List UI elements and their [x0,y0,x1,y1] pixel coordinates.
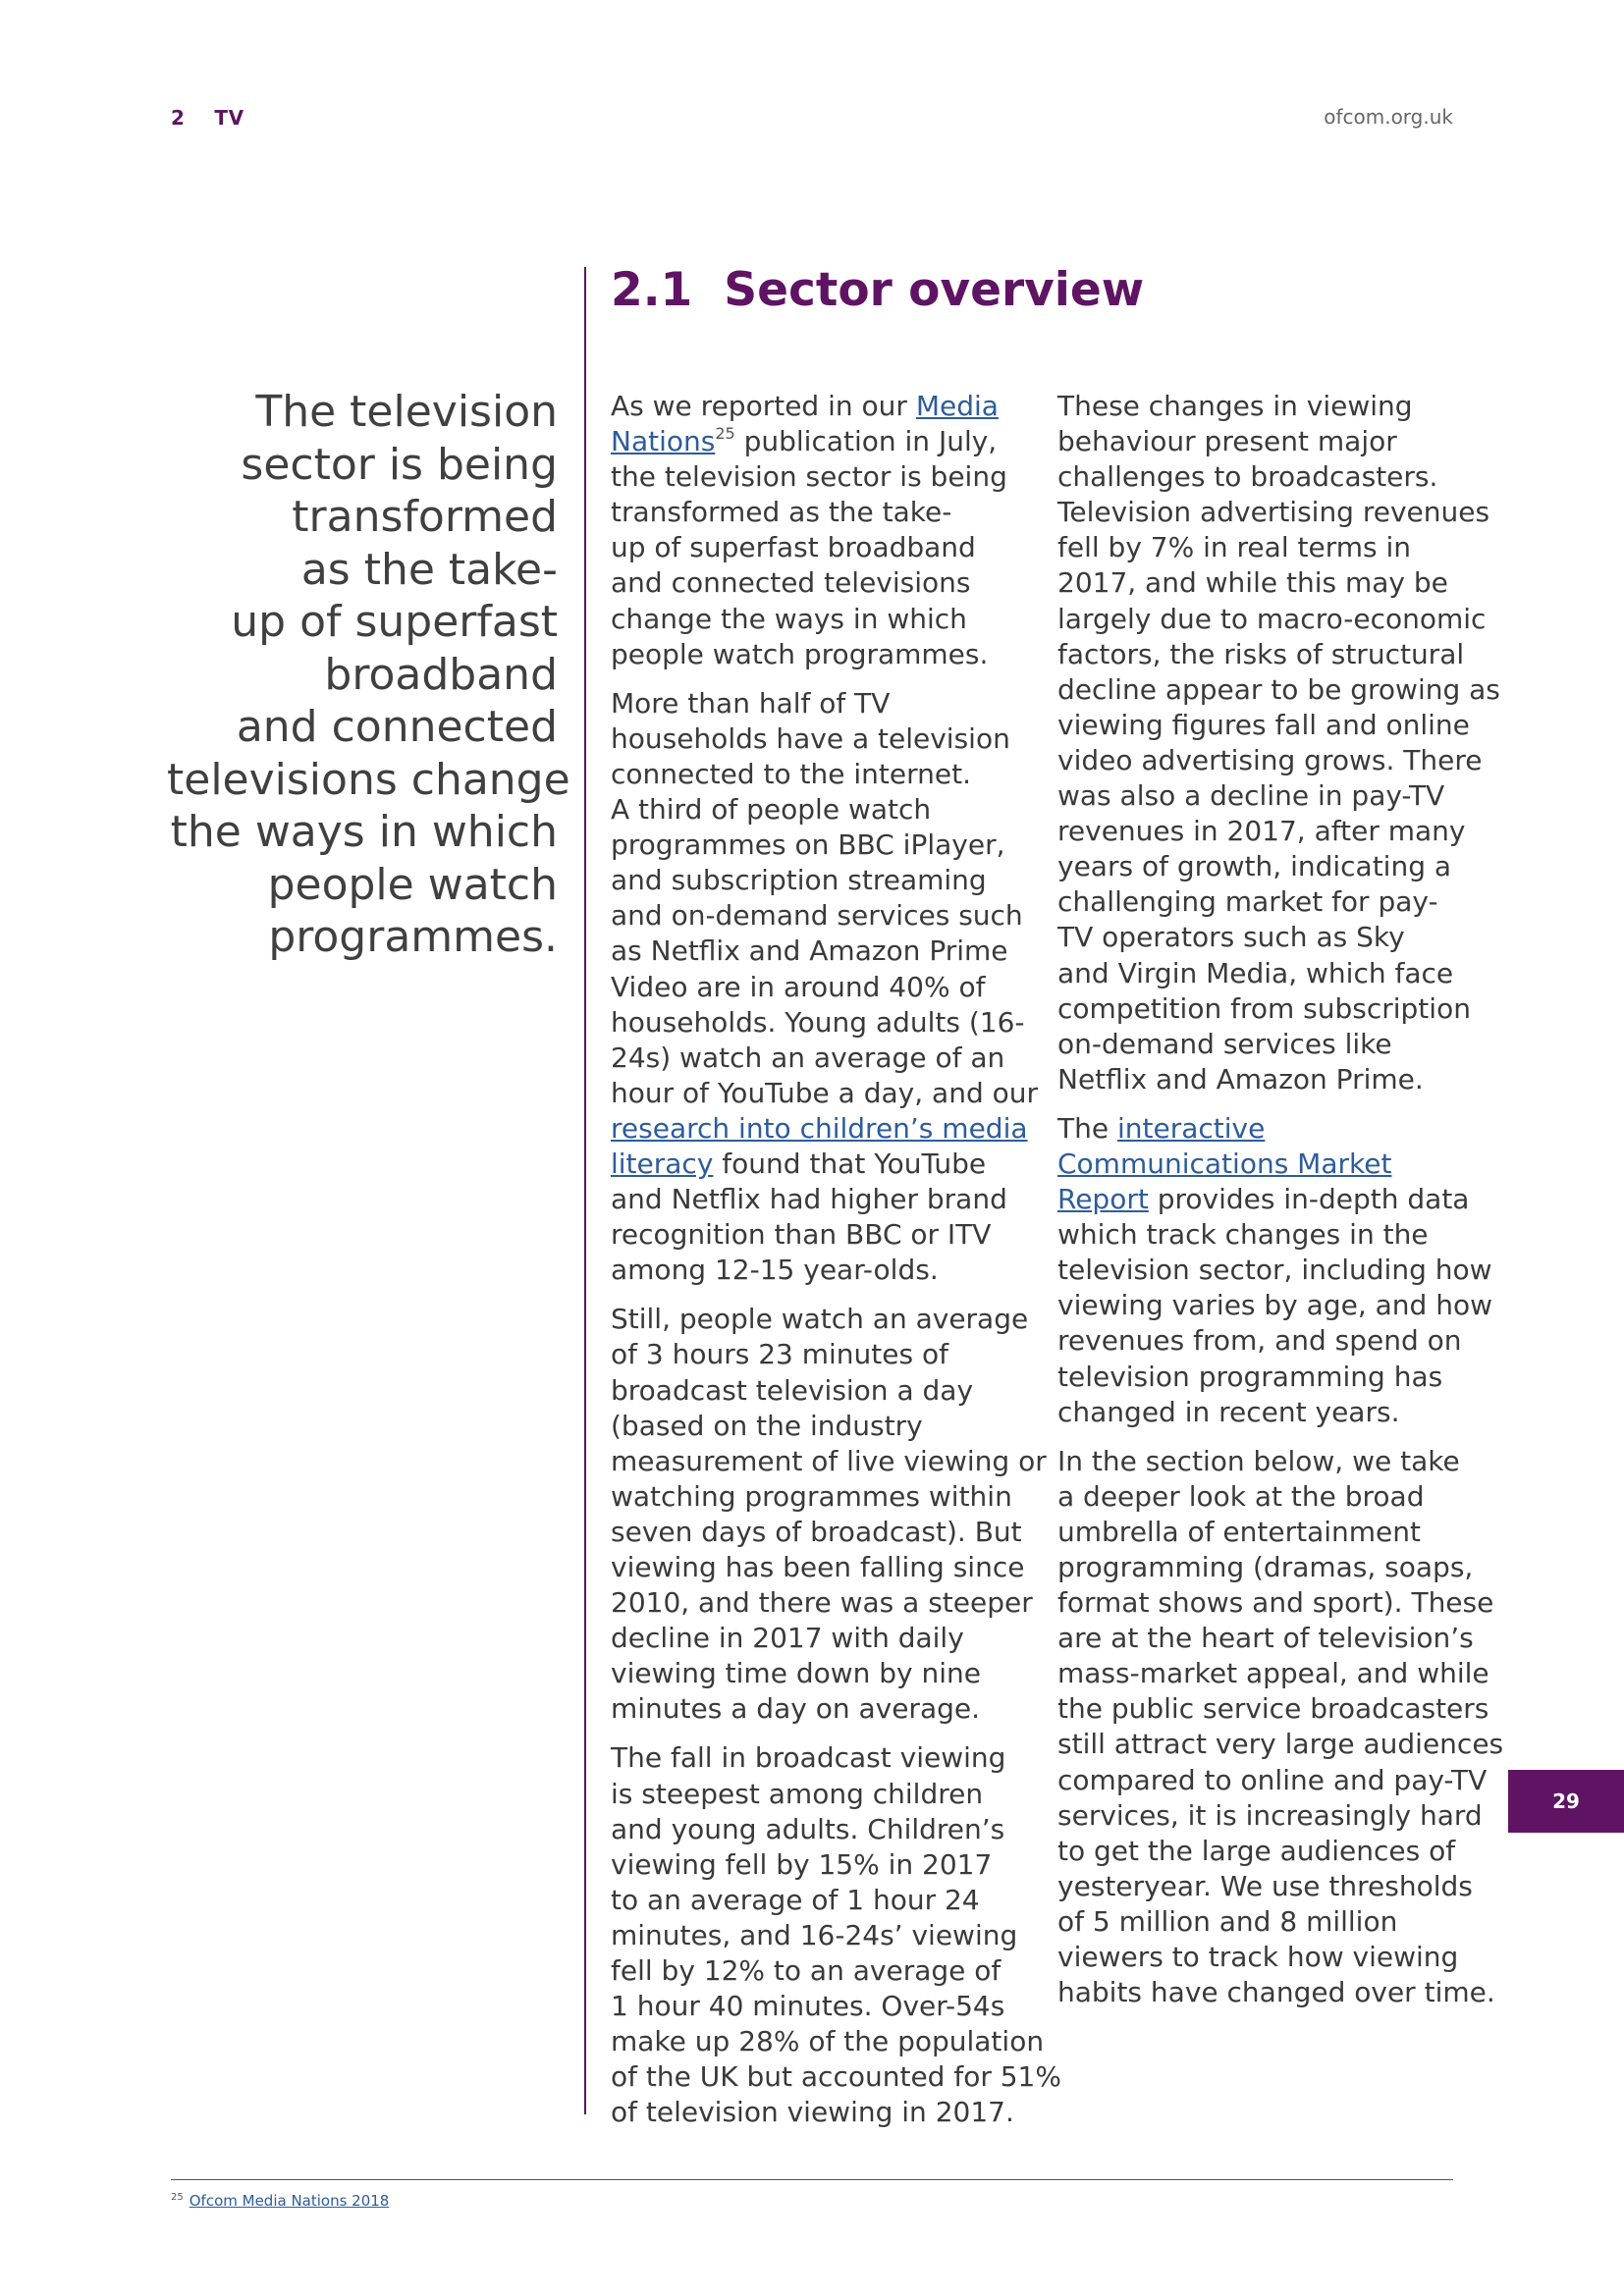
text-line: Video are in around 40% of [611,970,986,1003]
text-line: Television advertising revenues [1057,496,1490,529]
section-number: 2.1 [611,263,693,317]
text-line: people watch programmes. [611,637,989,670]
text-line: up of superfast broadband [611,531,976,564]
text-line: of the UK but accounted for 51% [611,2060,1061,2094]
text-line: challenges to broadcasters. [1057,460,1438,494]
vertical-divider [584,267,586,2114]
text-line [1057,1147,1503,1182]
text-line: is steepest among children [611,1777,984,1810]
pull-quote-line: up of superfast [231,597,558,647]
text-line: mass-market appeal, and while [1057,1657,1489,1690]
text-line: A third of people watch [611,793,932,827]
text-line: among 12-15 year-olds. [611,1254,939,1287]
text-line [611,1111,1061,1147]
footnote [171,2192,389,2210]
media-literacy-link[interactable]: literacy [611,1147,714,1180]
text-line: the television sector is being [611,460,1007,494]
text-line: are at the heart of television’s [1057,1622,1474,1655]
text-line: and young adults. Children’s [611,1812,1005,1845]
text-line: Netflix and Amazon Prime. [1057,1062,1424,1095]
text-line: broadcast television a day [611,1373,974,1407]
footnote-ref[interactable]: 25 [715,424,735,444]
text-line: viewing fell by 15% in 2017 [611,1847,993,1881]
text-line: a deeper look at the broad [1057,1479,1425,1513]
section-heading [611,263,1144,317]
chapter-number: 2 [171,106,186,130]
text-line: factors, the risks of structural [1057,637,1465,670]
text-line: viewing figures fall and online [1057,708,1470,741]
body-column-1 [611,389,1061,2145]
text-line: programming (dramas, soaps, [1057,1551,1474,1583]
text-line: 2010, and there was a steeper [611,1586,1033,1620]
pull-quote [167,386,570,964]
cmr-link[interactable]: Communications Market [1057,1147,1392,1180]
paragraph [1057,389,1503,1097]
text-line [1057,1182,1503,1217]
paragraph [611,686,1061,1289]
pull-quote-line: the ways in which [170,807,558,857]
footnote-divider [171,2179,1453,2180]
text-line: viewing has been falling since [611,1551,1025,1583]
text-line: The fall in broadcast viewing [611,1741,1006,1775]
text-line: revenues in 2017, after many [1057,815,1466,848]
text-line: Still, people watch an average [611,1303,1029,1336]
body-column-2 [1057,389,1503,2024]
text-line: More than half of TV [611,686,891,720]
text-line: minutes, and 16-24s’ viewing [611,1918,1018,1951]
text-line: TV operators such as Sky [1057,921,1405,954]
text-line: viewing time down by nine [611,1657,982,1690]
text-line: households. Young adults (16- [611,1005,1025,1039]
text-line: services, it is increasingly hard [1057,1798,1483,1832]
text-line: measurement of live viewing or [611,1444,1047,1477]
pull-quote-line: broadband [324,649,558,700]
text-line: and on-demand services such [611,899,1023,933]
text-line: In the section below, we take [1057,1444,1460,1477]
text-line: of television viewing in 2017. [611,2096,1014,2129]
text-run: As we reported in our [611,390,916,422]
chapter-title: TV [214,106,244,130]
text-run: found that YouTube [713,1147,987,1180]
text-line: decline appear to be growing as [1057,672,1500,706]
paragraph [611,389,1061,672]
text-line: viewers to track how viewing [1057,1941,1459,1974]
text-line: yesteryear. We use thresholds [1057,1869,1473,1902]
media-nations-link[interactable]: Media [915,390,999,422]
text-line: video advertising grows. There [1057,743,1483,776]
text-line: challenging market for pay- [1057,885,1438,919]
text-line: and Virgin Media, which face [1057,956,1454,989]
text-line: television sector, including how [1057,1254,1492,1287]
media-literacy-link[interactable]: research into children’s media [611,1111,1028,1145]
pull-quote-line: as the take- [300,544,558,595]
text-run: publication in July, [734,425,998,458]
text-line: and subscription streaming [611,864,987,897]
pull-quote-line: The television [255,387,558,437]
text-line [611,424,1061,459]
text-line: largely due to macro-economic [1057,602,1487,635]
text-line: change the ways in which [611,602,967,635]
text-line: 2017, and while this may be [1057,566,1448,600]
text-line [1057,1111,1503,1147]
text-line: 1 hour 40 minutes. Over-54s [611,1990,1005,2023]
footnote-link[interactable]: Ofcom Media Nations 2018 [189,2192,390,2210]
text-line: behaviour present major [1057,425,1397,458]
text-line: format shows and sport). These [1057,1586,1494,1620]
text-run: provides in-depth data [1148,1183,1470,1216]
text-line: fell by 7% in real terms in [1057,531,1412,564]
pull-quote-line: transformed [292,492,558,542]
text-line: watching programmes within [611,1479,1012,1513]
text-line: was also a decline in pay-TV [1057,779,1445,813]
text-line: of 5 million and 8 million [1057,1904,1398,1938]
section-title: Sector overview [724,263,1145,317]
text-line: changed in recent years. [1057,1395,1400,1428]
pull-quote-line: people watch [267,859,558,910]
pull-quote-line: sector is being [241,439,558,490]
text-line: habits have changed over time. [1057,1976,1495,2009]
text-line: transformed as the take- [611,496,952,529]
text-line [611,389,1061,424]
running-header [171,106,244,130]
text-line: television programming has [1057,1360,1443,1393]
text-line: and Netflix had higher brand [611,1183,1007,1216]
text-line: make up 28% of the population [611,2025,1045,2058]
text-line: competition from subscription [1057,991,1471,1025]
text-line: to an average of 1 hour 24 [611,1883,980,1916]
text-line: which track changes in the [1057,1218,1429,1252]
pull-quote-line: televisions change [167,754,570,805]
text-line: fell by 12% to an average of [611,1954,1001,1988]
text-line: as Netflix and Amazon Prime [611,934,1008,968]
text-line: years of growth, indicating a [1057,850,1452,883]
paragraph [1057,1444,1503,2011]
pull-quote-line: and connected [236,702,558,752]
text-line: These changes in viewing [1057,390,1413,422]
footnote-number: 25 [171,2192,184,2203]
text-run: The [1057,1111,1117,1145]
text-line: and connected televisions [611,566,971,600]
page-number-tab [1508,1770,1624,1833]
pull-quote-line: programmes. [268,912,558,962]
text-line: connected to the internet. [611,757,971,790]
text-line: the public service broadcasters [1057,1692,1489,1726]
paragraph [1057,1111,1503,1430]
media-nations-link[interactable]: Nations [611,425,716,458]
text-line: hour of YouTube a day, and our [611,1076,1039,1109]
text-line: (based on the industry [611,1409,923,1442]
text-line: recognition than BBC or ITV [611,1218,992,1252]
cmr-link[interactable]: interactive [1116,1111,1266,1145]
text-line: minutes a day on average. [611,1692,981,1726]
text-line: of 3 hours 23 minutes of [611,1338,948,1371]
text-line: umbrella of entertainment [1057,1515,1422,1548]
text-line: compared to online and pay-TV [1057,1763,1488,1796]
page-number: 29 [1552,1789,1580,1813]
text-line: decline in 2017 with daily [611,1622,964,1655]
paragraph [611,1302,1061,1727]
site-url[interactable]: ofcom.org.uk [1324,105,1453,129]
text-line: revenues from, and spend on [1057,1324,1462,1358]
text-line: programmes on BBC iPlayer, [611,828,1005,862]
text-line: households have a television [611,721,1010,755]
text-line: still attract very large audiences [1057,1728,1504,1761]
text-line: seven days of broadcast). But [611,1515,1022,1548]
text-line: to get the large audiences of [1057,1834,1456,1867]
text-line: 24s) watch an average of an [611,1041,1005,1074]
text-line: on-demand services like [1057,1027,1392,1060]
paragraph [611,1740,1061,2130]
cmr-link[interactable]: Report [1057,1183,1149,1216]
text-line: viewing varies by age, and how [1057,1289,1492,1322]
text-line [611,1147,1061,1182]
